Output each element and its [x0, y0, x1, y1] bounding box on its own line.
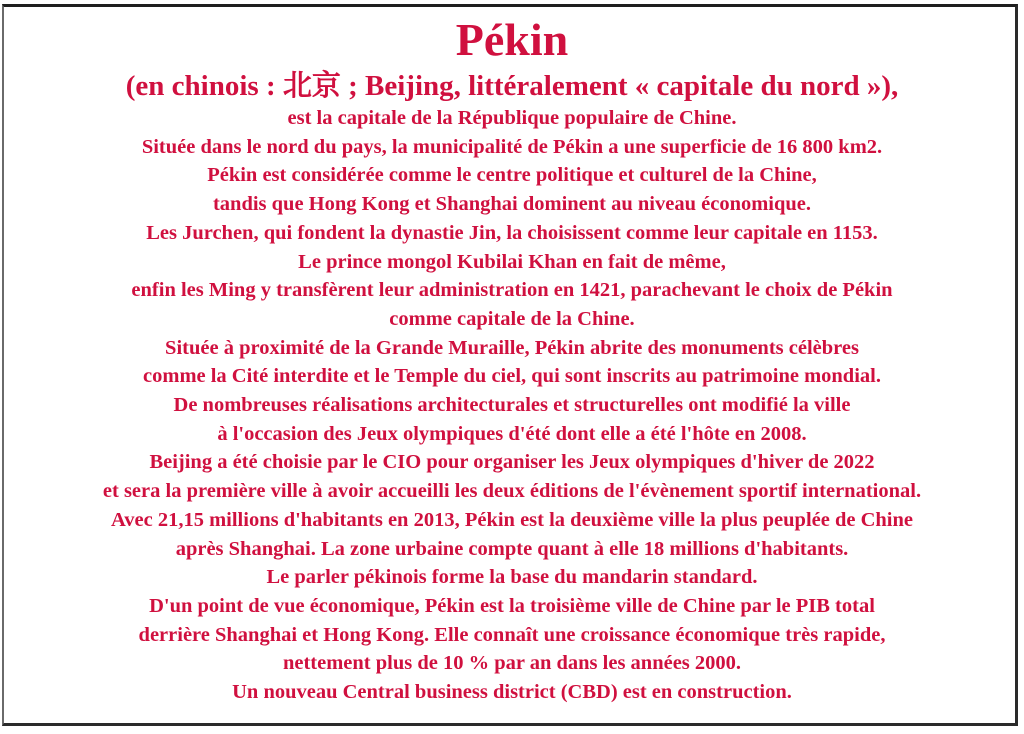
body-line: derrière Shanghai et Hong Kong. Elle connaît une croissance économique très rapide, [138, 623, 886, 646]
body-line: Avec 21,15 millions d'habitants en 2013, Pékin est la deuxième ville la plus peuplée de Chine [110, 508, 913, 531]
body-line: De nombreuses réalisations architecturales et structurelles ont modifié la ville [173, 394, 851, 417]
body-line: Pékin est considérée comme le centre politique et culturel de la Chine, [207, 164, 817, 187]
body-line: tandis que Hong Kong et Shanghai dominent au niveau économique. [212, 193, 812, 216]
body-line: comme la Cité interdite et le Temple du ciel, qui sont inscrits au patrimoine mondial. [143, 365, 881, 388]
page-subtitle: (en chinois : 北京 ; Beijing, littéralement « capitale du nord »), [125, 70, 899, 102]
body-line: nettement plus de 10 % par an dans les années 2000. [282, 652, 742, 675]
body-line: Beijing a été choisie par le CIO pour organiser les Jeux olympiques d'hiver de 2022 [149, 451, 875, 474]
page-title: Pékin [455, 14, 569, 65]
body-line: D'un point de vue économique, Pékin est la troisième ville de Chine par le PIB total [149, 594, 875, 617]
body-text [0, 104, 1024, 707]
body-line: Les Jurchen, qui fondent la dynastie Jin, la choisissent comme leur capitale en 1153. [146, 221, 878, 244]
body-line: Un nouveau Central business district (CBD) est en construction. [232, 681, 792, 704]
body-line: à l'occasion des Jeux olympiques d'été dont elle a été l'hôte en 2008. [217, 422, 807, 445]
body-line: comme capitale de la Chine. [389, 307, 635, 330]
body-line: Le prince mongol Kubilai Khan en fait de même, [298, 250, 726, 273]
body-line: Située à proximité de la Grande Muraille, Pékin abrite des monuments célèbres [165, 336, 859, 359]
body-line: Le parler pékinois forme la base du mandarin standard. [266, 566, 758, 589]
body-line: Située dans le nord du pays, la municipalité de Pékin a une superficie de 16 800 km2. [141, 135, 883, 158]
body-line: et sera la première ville à avoir accueilli les deux éditions de l'évènement sportif international. [102, 480, 922, 503]
body-line: est la capitale de la République populaire de Chine. [287, 107, 737, 129]
body-line: enfin les Ming y transfèrent leur administration en 1421, parachevant le choix de Pékin [131, 279, 893, 302]
body-line: après Shanghai. La zone urbaine compte quant à elle 18 millions d'habitants. [175, 537, 849, 560]
